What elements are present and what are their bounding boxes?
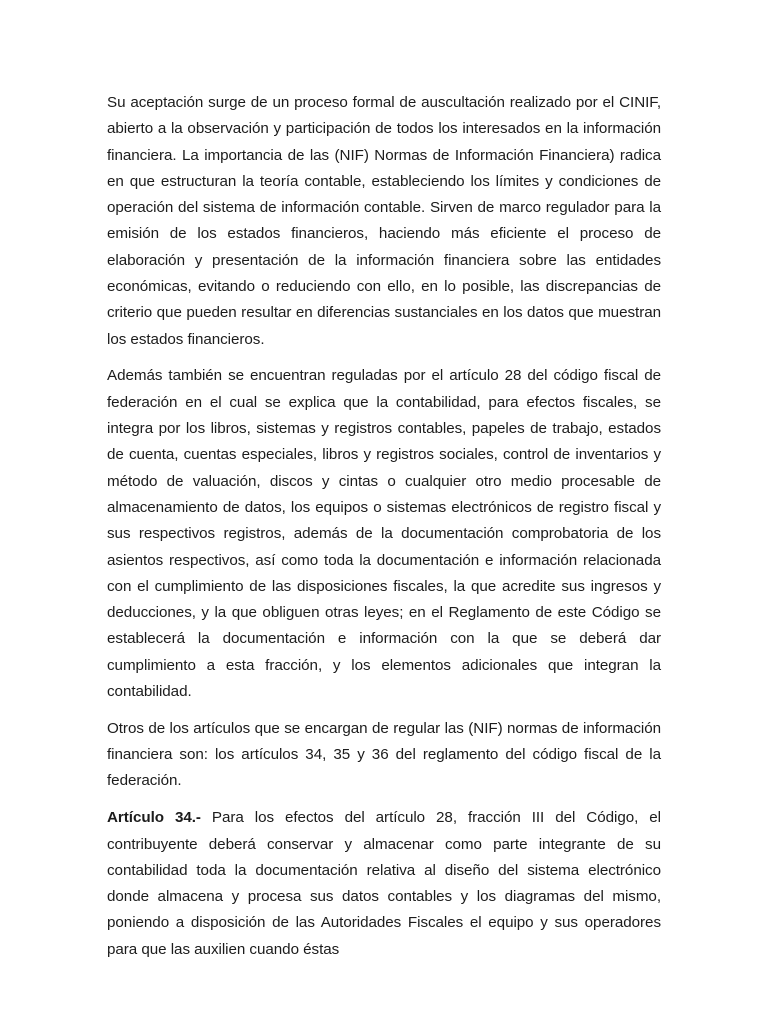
- paragraph-article-34: [107, 805, 661, 963]
- paragraph-cinif: Su aceptación surge de un proceso formal de auscultación realizado por el CINIF, abierto a la observación y participación de todos los interesados en la información financiera. La importancia de las (NIF) Normas de Información Financiera) radica en que estructuran la teoría contable, estableciendo los límites y condiciones de operación del sistema de información contable. Sirven de marco regulador para la emisión de los estados financieros, haciendo más eficiente el proceso de elaboración y presentación de la información financiera sobre las entidades económicas, evitando o reduciendo con ello, en lo posible, las discrepancias de criterio que pueden resultar en diferencias sustanciales en los datos que muestran los estados financieros.: [107, 94, 661, 348]
- paragraph-article-28: Además también se encuentran reguladas por el artículo 28 del código fiscal de federación en el cual se explica que la contabilidad, para efectos fiscales, se integra por los libros, sistemas y registros contables, papeles de trabajo, estados de cuenta, cuentas especiales, libros y registros sociales, control de inventarios y método de valuación, discos y cintas o cualquier otro medio procesable de almacenamiento de datos, los equipos o sistemas electrónicos de registro fiscal y sus respectivos registros, además de la documentación comprobatoria de los asientos respectivos, así como toda la documentación e información relacionada con el cumplimiento de las disposiciones fiscales, la que acredite sus ingresos y deducciones, y la que obliguen otras leyes; en el Reglamento de este Código se establecerá la documentación e información con la que se deberá dar cumplimiento a esta fracción, y los elementos adicionales que integran la contabilidad.: [107, 367, 661, 701]
- paragraph-other-articles: Otros de los artículos que se encargan de regular las (NIF) normas de información financiera son: los artículos 34, 35 y 36 del reglamento del código fiscal de la federación.: [107, 719, 661, 790]
- document-body: [107, 90, 661, 974]
- article-34-heading: Artículo 34.-: [107, 809, 201, 827]
- article-34-text: Para los efectos del artículo 28, fracción III del Código, el contribuyente deberá conservar y almacenar como parte integrante de su contabilidad toda la documentación relativa al diseño del sistema electrónico donde almacena y procesa sus datos contables y los diagramas del mismo, poniendo a disposición de las Autoridades Fiscales el equipo y sus operadores para que las auxilien cuando éstas: [107, 809, 661, 958]
